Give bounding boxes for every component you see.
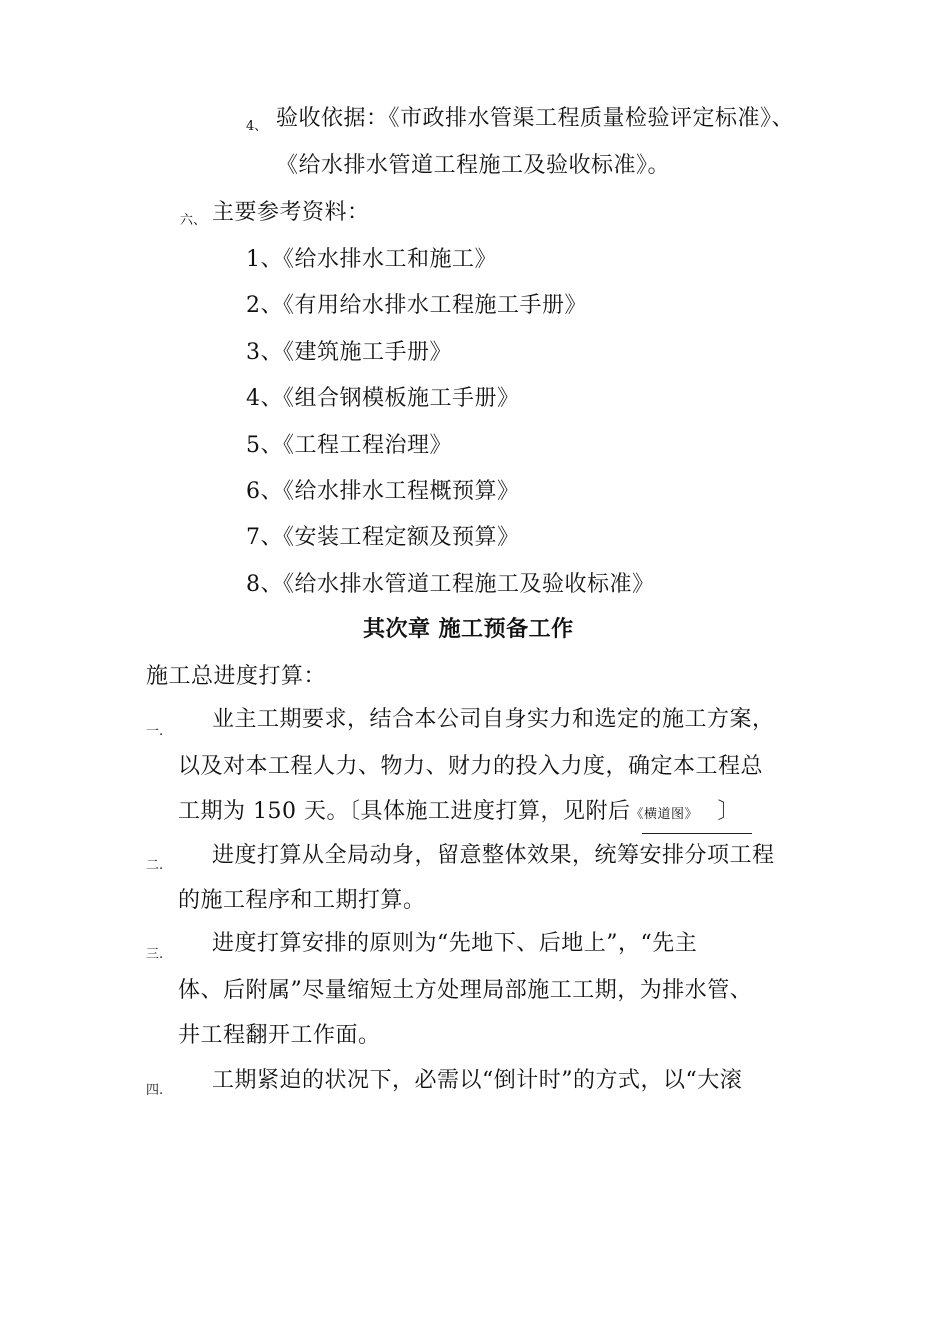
- paragraph-3-line-1: 进度打算安排的原则为“先地下、后地上”，“先主: [212, 931, 698, 956]
- paragraph-4-line-1: 工期紧迫的状况下，必需以“倒计时”的方式，以“大滚: [212, 1068, 743, 1093]
- list-item: 4、《组合钢模板施工手册》: [246, 386, 520, 411]
- chapter-title: 其次章 施工预备工作: [363, 617, 574, 642]
- item-number: 4、: [246, 119, 268, 134]
- attachment-reference: 《横道图》: [630, 807, 692, 822]
- paragraph-marker: 四.: [146, 1083, 164, 1098]
- paragraph-marker: 一.: [146, 724, 164, 739]
- paragraph-marker: 三.: [146, 947, 164, 962]
- schedule-heading: 施工总进度打算：: [146, 664, 327, 689]
- underline-divider: [642, 833, 752, 834]
- paragraph-1-line-3-text: 工期为 150 天。〔具体施工进度打算，见附后: [178, 799, 631, 824]
- acceptance-line-2: 《给水排水管道工程施工及验收标准》。: [276, 153, 671, 178]
- paragraph-1-line-3: [178, 797, 740, 830]
- paragraph-1-line-2: 以及对本工程人力、物力、财力的投入力度，确定本工程总: [178, 754, 764, 779]
- paragraph-2-line-1: 进度打算从全局动身，留意整体效果，统筹安排分项工程: [212, 843, 775, 868]
- paragraph-2-line-2: 的施工程序和工期打算。: [178, 888, 426, 913]
- list-item: 7、《安装工程定额及预算》: [246, 525, 520, 550]
- paragraph-3-line-3: 井工程翻开工作面。: [178, 1023, 381, 1048]
- list-item: 8、《给水排水管道工程施工及验收标准》: [246, 572, 655, 597]
- section-marker: 六、: [180, 213, 207, 228]
- closing-bracket: 〕: [717, 799, 741, 824]
- list-item: 3、《建筑施工手册》: [246, 340, 452, 365]
- paragraph-1-line-1: 业主工期要求，结合本公司自身实力和选定的施工方案，: [212, 707, 775, 732]
- list-item: 5、《工程工程治理》: [246, 433, 452, 458]
- references-heading: 主要参考资料：: [212, 200, 370, 225]
- paragraph-3-line-2: 体、后附属”尽量缩短土方处理局部施工工期，为排水管、: [178, 978, 753, 1003]
- paragraph-marker: 二.: [146, 858, 164, 873]
- list-item: 2、《有用给水排水工程施工手册》: [246, 293, 587, 318]
- list-item: 1、《给水排水工和施工》: [246, 247, 497, 272]
- list-item: 6、《给水排水工程概预算》: [246, 479, 520, 504]
- acceptance-line-1: 验收依据：《市政排水管渠工程质量检验评定标准》、: [276, 106, 795, 131]
